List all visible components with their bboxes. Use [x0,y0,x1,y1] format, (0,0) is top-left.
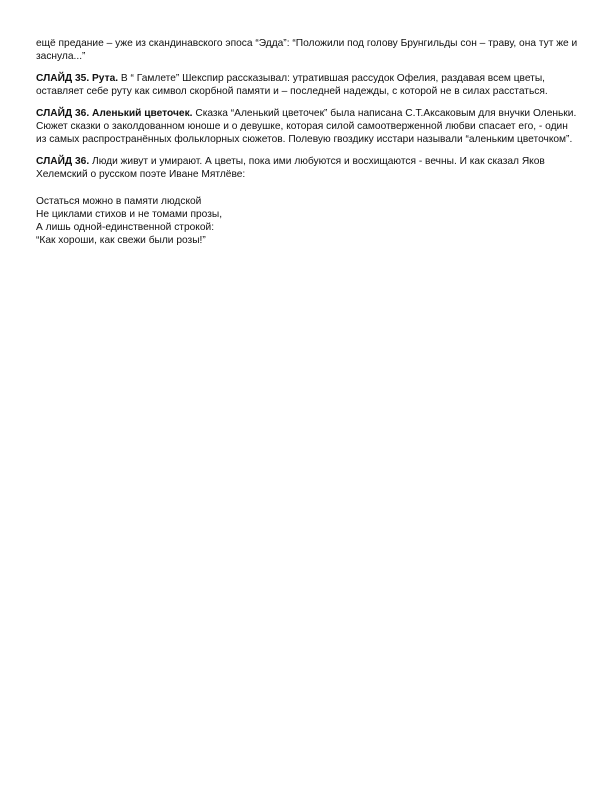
paragraph-edda [36,37,580,63]
document-page [36,37,580,247]
poem-line: Остаться можно в памяти людской [36,196,202,207]
poem-line: А лишь одной-единственной строкой: [36,222,215,233]
paragraph-text: ещё предание – уже из скандинавского эпоса “Эдда”: “Положили под голову Брунгильды сон – траву, она тут же и заснула...” [36,38,578,62]
paragraph-label: СЛАЙД 35. Рута. [36,73,119,84]
paragraph-text: Сказка “Аленький цветочек” была написана С.Т.Аксаковым для внучки Оленьки. Сюжет сказки о заколдованном юноше и о девушке, которая силой самоотверженной любви спасает его, - один из самых распространённых фольклорных сюжетов. Полевую гвоздику исстари называли “аленьким цветочком”. [36,108,577,145]
paragraph-slide-36-people [36,155,580,181]
paragraph-label: СЛАЙД 36. [36,156,90,167]
poem-line: Не циклами стихов и не томами прозы, [36,209,223,220]
poem-line: “Как хороши, как свежи были розы!” [36,235,206,246]
poem-block [36,195,580,247]
paragraph-label: СЛАЙД 36. Аленький цветочек. [36,108,193,119]
paragraph-slide-36-flower [36,107,580,146]
paragraph-text: Люди живут и умирают. А цветы, пока ими любуются и восхищаются - вечны. И как сказал Яков Хелемский о русском поэте Иване Мятлёве: [36,156,545,180]
paragraph-text: В “ Гамлете” Шекспир рассказывал: утратившая рассудок Офелия, раздавая всем цветы, оставляет себе руту как символ скорбной памяти и – последней надежды, с которой не в силах расстаться. [36,73,548,97]
paragraph-slide-35-ruta [36,72,580,98]
